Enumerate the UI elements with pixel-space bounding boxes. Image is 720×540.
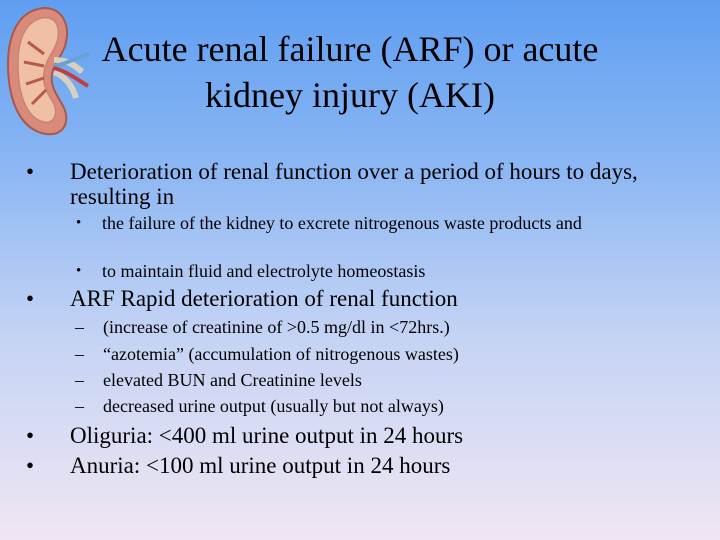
bullet-item-4: [26, 453, 670, 478]
bullet-text-2: ARF Rapid deterioration of renal function: [70, 286, 458, 311]
bullet-item-2: [26, 286, 670, 311]
bullet-marker: •: [26, 423, 35, 448]
bullet-item-1: [26, 159, 670, 209]
bullet-marker: •: [26, 453, 35, 478]
sub-bullet-text: to maintain fluid and electrolyte homeostasis: [102, 261, 426, 281]
dash-item-text: (increase of creatinine of >0.5 mg/dl in <72hrs.): [103, 317, 450, 337]
sub-bullet-1-2: [76, 261, 692, 281]
bullet-item-3: [26, 423, 670, 448]
dash-item-2: [75, 344, 693, 364]
dash-marker: –: [75, 370, 84, 390]
dash-item-text: decreased urine output (usually but not always): [103, 396, 444, 416]
dash-marker: –: [75, 344, 84, 364]
dash-item-3: [75, 370, 693, 390]
dash-item-text: elevated BUN and Creatinine levels: [103, 370, 362, 390]
bullet-text-4: Anuria: <100 ml urine output in 24 hours: [70, 453, 451, 478]
dash-item-4: [75, 396, 693, 416]
dash-item-text: “azotemia” (accumulation of nitrogenous wastes): [103, 344, 459, 364]
bullet-text-3: Oliguria: <400 ml urine output in 24 hours: [70, 423, 464, 448]
dash-item-1: [75, 317, 693, 337]
bullet-marker: •: [76, 263, 82, 279]
sub-bullet-text: the failure of the kidney to excrete nitrogenous waste products and: [102, 213, 582, 233]
dash-marker: –: [75, 396, 84, 416]
sub-bullet-1-1: [76, 213, 692, 233]
slide-title: [70, 26, 630, 118]
bullet-marker: •: [76, 215, 82, 231]
bullet-text-1: Deterioration of renal function over a period of hours to days, resulting in: [70, 159, 638, 209]
bullet-marker: •: [26, 159, 35, 184]
dash-marker: –: [75, 317, 84, 337]
bullet-marker: •: [26, 286, 35, 311]
title-line-1: Acute renal failure (ARF) or acute: [101, 29, 599, 69]
title-line-2: kidney injury (AKI): [205, 75, 495, 115]
